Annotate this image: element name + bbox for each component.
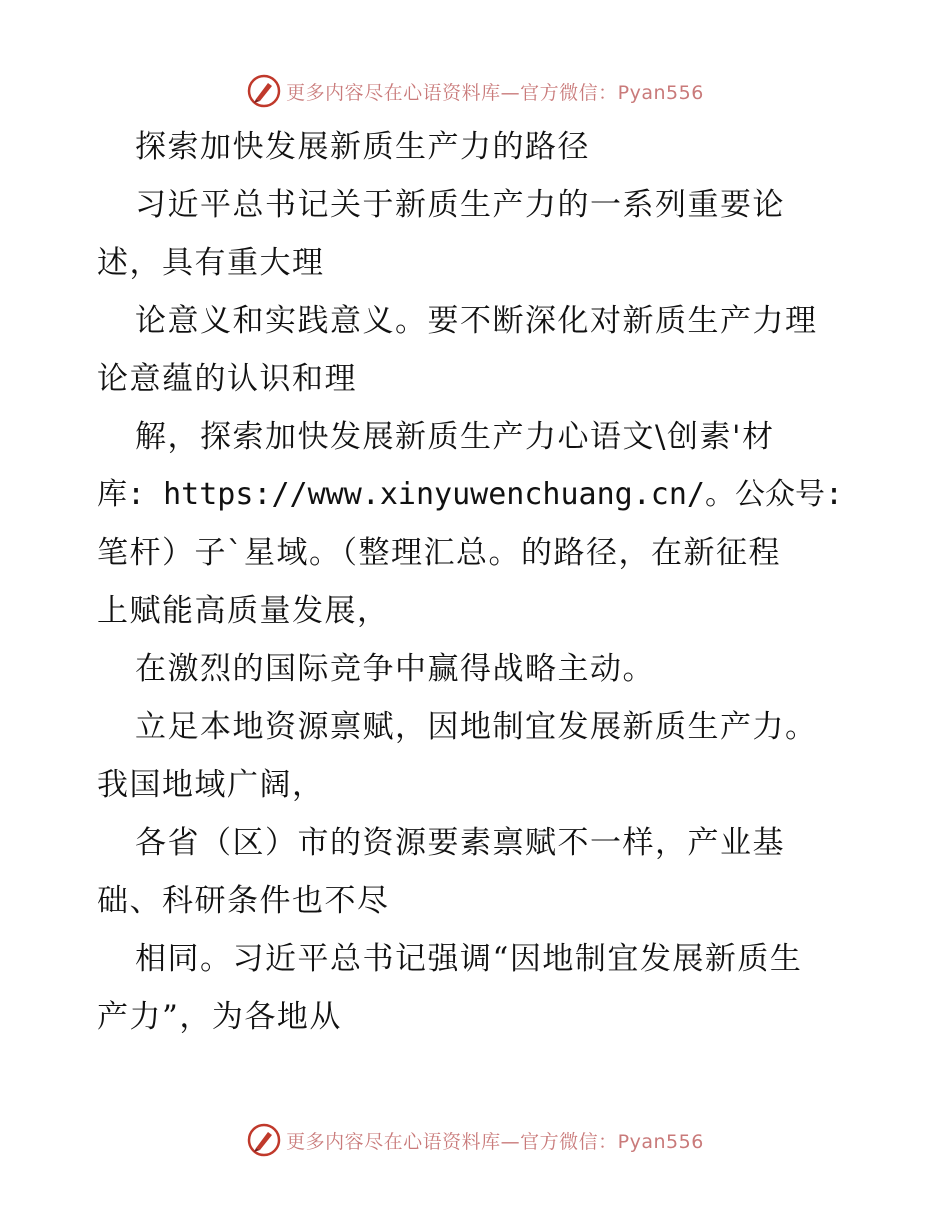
text-line: 笔杆）子`星域。（整理汇总。的路径，在新征程 xyxy=(97,535,781,571)
text-line: 库: https://www.xinyuwenchuang.cn/。公众号: xyxy=(97,477,844,512)
header-watermark xyxy=(0,71,950,111)
text-line: 探索加快发展新质生产力的路径 xyxy=(135,129,590,165)
document-body xyxy=(97,118,887,1046)
text-line: 述，具有重大理 xyxy=(97,245,325,281)
text-line: 我国地域广阔， xyxy=(97,767,325,803)
text-line: 习近平总书记关于新质生产力的一系列重要论 xyxy=(135,187,785,223)
text-line: 立足本地资源禀赋，因地制宜发展新质生产力。 xyxy=(135,709,818,745)
text-line: 在激烈的国际竞争中赢得战略主动。 xyxy=(135,651,655,687)
text-line: 相同。习近平总书记强调“因地制宜发展新质生 xyxy=(135,941,803,977)
text-line: 各省（区）市的资源要素禀赋不一样，产业基 xyxy=(135,825,785,861)
text-line: 解，探索加快发展新质生产力心语文\创素'材 xyxy=(135,419,775,455)
text-line: 论意蕴的认识和理 xyxy=(97,361,357,397)
watermark-text: 更多内容尽在心语资料库—官方微信：Pyan556 xyxy=(286,1130,704,1153)
pen-logo-icon xyxy=(246,1122,282,1158)
watermark-text: 更多内容尽在心语资料库—官方微信：Pyan556 xyxy=(286,81,704,104)
pen-logo-icon xyxy=(246,73,282,109)
footer-watermark xyxy=(0,1120,950,1160)
text-line: 上赋能高质量发展， xyxy=(97,593,390,629)
text-line: 产力”，为各地从 xyxy=(97,999,342,1035)
text-line: 础、科研条件也不尽 xyxy=(97,883,390,919)
text-line: 论意义和实践意义。要不断深化对新质生产力理 xyxy=(135,303,818,339)
